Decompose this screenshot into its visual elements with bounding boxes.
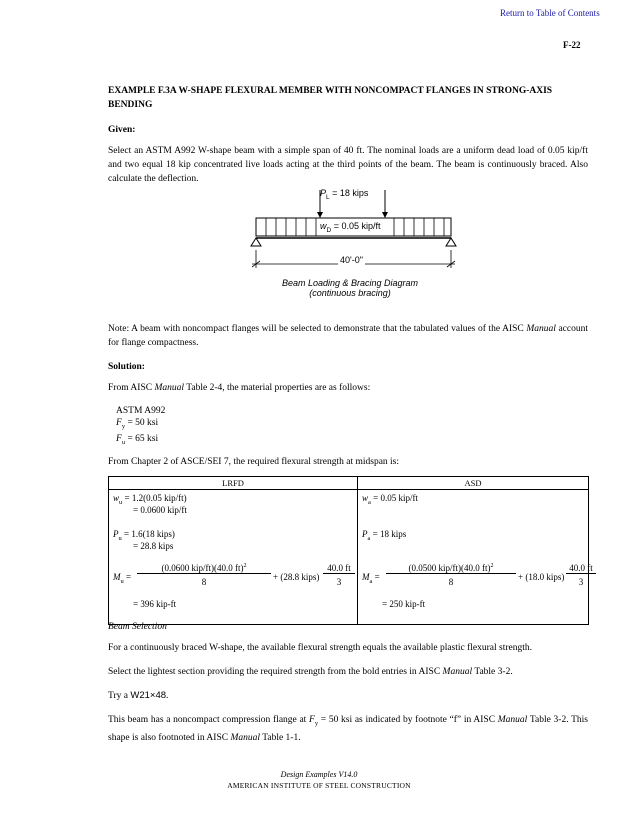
point-load-label: $P_L = 18$ kips [320, 188, 369, 201]
right-support [446, 238, 456, 246]
footer-publisher: AMERICAN INSTITUTE OF STEEL CONSTRUCTION [227, 781, 411, 790]
asd-cell: $w_a = 0.05$ kip/ft $P_a = 18$ kips $M_a$ = (0.0500 kip/ft)(40.0 ft)$^2$ 8 + (18.0 kips) 40.0 ft 3 = 250 kip-ft [358, 490, 589, 625]
lrfd-header: LRFD [109, 477, 358, 490]
strength-intro: From Chapter 2 of ASCE/SEI 7, the required flexural strength at midspan is: [108, 457, 400, 467]
left-support [251, 238, 261, 246]
material-intro: From AISC Manual Table 2-4, the material properties are as follows: [108, 383, 371, 393]
point-load-arrowhead-left [317, 212, 323, 218]
solution-heading: Solution: [108, 362, 145, 372]
return-to-toc-link[interactable]: Return to Table of Contents [500, 8, 600, 18]
note-text: Note: A beam with noncompact flanges will be selected to demonstrate that the tabulated values of the AISC Manual account for flange compactness. [108, 324, 588, 348]
fu-value: $F_u = 65$ ksi [116, 433, 159, 446]
material-properties [116, 405, 165, 449]
noncompact-flange-text: This beam has a noncompact compression flange at $F_y = 50$ ksi as indicated by footnote “f” in AISC Manual Table 3-2. This shape is also footnoted in AISC Manual Table 1-1. [108, 715, 588, 743]
point-load-arrowhead-right [382, 212, 388, 218]
fy-value: $F_y = 50$ ksi [116, 418, 159, 430]
span-label: 40'-0" [340, 255, 363, 265]
given-heading: Given: [108, 125, 136, 135]
diagram-caption: Beam Loading & Bracing Diagram (continuous bracing) [281, 278, 419, 298]
asd-header: ASD [358, 477, 589, 490]
astm-grade: ASTM A992 [116, 406, 166, 416]
selection-text-1: For a continuously braced W-shape, the available flexural strength equals the available plastic flexural strength. [108, 643, 533, 653]
page-number: F-22 [563, 40, 581, 50]
given-text: Select an ASTM A992 W-shape beam with a simple span of 40 ft. The nominal loads are a uniform dead load of 0.05 kip/ft and two equal 18 kip concentrated live loads acting at the third points of the beam. The beam is continuously braced. Also calculate the deflection. [108, 146, 588, 184]
lrfd-asd-table [108, 476, 593, 625]
selection-text-2: Select the lightest section providing the required strength from the bold entries in AISC Manual Table 3-2. [108, 667, 513, 677]
footer-edition: Design Examples V14.0 [280, 770, 358, 779]
beam-selection-heading: Beam Selection [108, 622, 167, 632]
beam-diagram [240, 188, 460, 300]
example-title: EXAMPLE F.3A W-SHAPE FLEXURAL MEMBER WITH NONCOMPACT FLANGES IN STRONG-AXIS BENDING [108, 86, 553, 110]
lrfd-cell: $w_u = 1.2(0.05$ kip/ft) = 0.0600 kip/ft $P_u = 1.6(18$ kips) = 28.8 kips $M_u$ = (0.0600 kip/ft)(40.0 ft)$^2$ 8 + (28.8 kips) 40.0 ft 3 = 396 kip-ft [109, 490, 358, 625]
try-section-text: Try a W21×48. [108, 690, 169, 701]
uniform-load-label: $w_D = 0.05$ kip/ft [320, 221, 381, 234]
